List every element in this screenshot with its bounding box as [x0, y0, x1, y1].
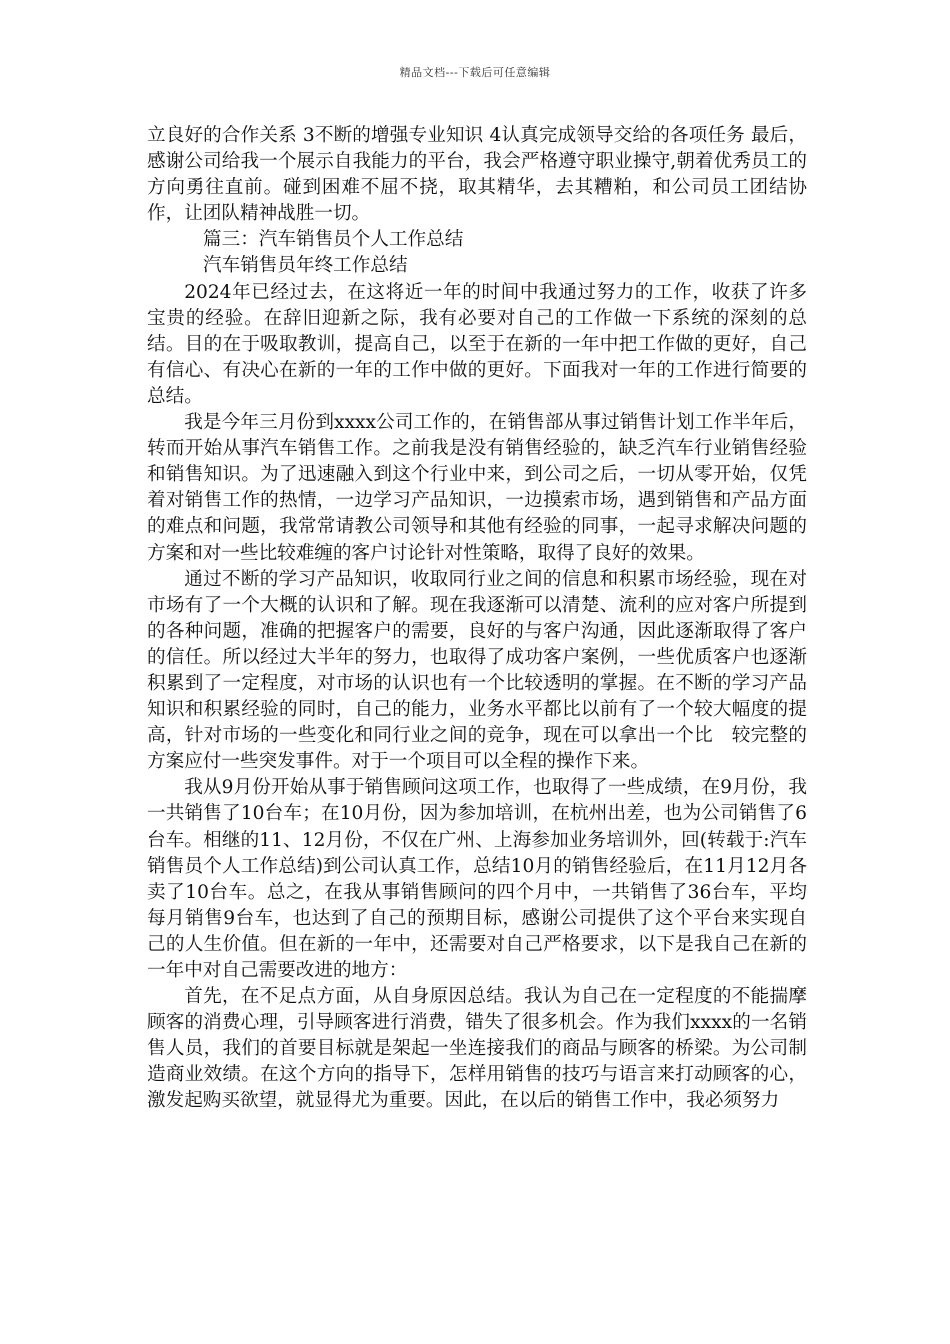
section-heading: 篇三：汽车销售员个人工作总结 — [203, 229, 464, 251]
paragraph: 我是今年三月份到xxxx公司工作的，在销售部从事过销售计划工作半年后，转而开始从事汽车销售工作。之前我是没有销售经验的，缺乏汽车行业销售经验和销售知识。为了迅速融入到这个行业中来，到公司之后，一切从零开始，仅凭着对销售工作的热情，一边学习产品知识，一边摸索市场，遇到销售和产品方面的难点和问题，我常常请教公司领导和其他有经验的同事，一起寻求解决问题的方案和对一些比较难缠的客户讨论针对性策略，取得了良好的效果。 — [147, 412, 807, 564]
paragraph: 我从9月份开始从事于销售顾问这项工作，也取得了一些成绩，在9月份，我一共销售了10台车；在10月份，因为参加培训，在杭州出差，也为公司销售了6台车。相继的11、12月份，不仅在广州、上海参加业务培训外，回(转载于:汽车销售员个人工作总结)到公司认真工作，总结10月的销售经验后，在11月12月各卖了10台车。总之，在我从事销售顾问的四个月中，一共销售了36台车，平均每月销售9台车，也达到了自己的预期目标，感谢公司提供了这个平台来实现自己的人生价值。但在新的一年中，还需要对自己严格要求，以下是我自己在新的一年中对自己需要改进的地方： — [147, 777, 807, 981]
paragraph-continuation: 立良好的合作关系 3不断的增强专业知识 4认真完成领导交给的各项任务 最后，感谢公司给我一个展示自我能力的平台，我会严格遵守职业操守,朝着优秀员工的方向勇往直前。碰到困难不屈不挠，取其精华，去其糟粕，和公司员工团结协作，让团队精神战胜一切。 — [147, 125, 807, 225]
paragraph: 通过不断的学习产品知识，收取同行业之间的信息和积累市场经验，现在对市场有了一个大概的认识和了解。现在我逐渐可以清楚、流利的应对客户所提到的各种问题，准确的把握客户的需要，良好的与客户沟通，因此逐渐取得了客户的信任。所以经过大半年的努力，也取得了成功客户案例，一些优质客户也逐渐积累到了一定程度，对市场的认识也有一个比较透明的掌握。在不断的学习产品知识和积累经验的同时，自己的能力，业务水平都比以前有了一个较大幅度的提高，针对市场的一些变化和同行业之间的竞争，现在可以拿出一个比 较完整的方案应付一些突发事件。对于一个项目可以全程的操作下来。 — [147, 568, 807, 773]
document-title: 汽车销售员年终工作总结 — [203, 255, 408, 277]
page-header: 精品文档---下载后可任意编辑 — [399, 66, 551, 79]
paragraph: 首先，在不足点方面，从自身原因总结。我认为自己在一定程度的不能揣摩顾客的消费心理，引导顾客进行消费，错失了很多机会。作为我们xxxx的一名销售人员，我们的首要目标就是架起一坐连接我们的商品与顾客的桥梁。为公司制造商业效绩。在这个方向的指导下，怎样用销售的技巧与语言来打动顾客的心，激发起购买欲望，就显得尤为重要。因此，在以后的销售工作中，我必须努力 — [147, 986, 807, 1112]
document-body — [147, 123, 807, 1115]
paragraph: 2024年已经过去，在这将近一年的时间中我通过努力的工作，收获了许多宝贵的经验。在辞旧迎新之际，我有必要对自己的工作做一下系统的深刻的总结。目的在于吸取教训，提高自己，以至于在新的一年中把工作做的更好，自己有信心、有决心在新的一年的工作中做的更好。下面我对一年的工作进行简要的总结。 — [147, 281, 807, 407]
